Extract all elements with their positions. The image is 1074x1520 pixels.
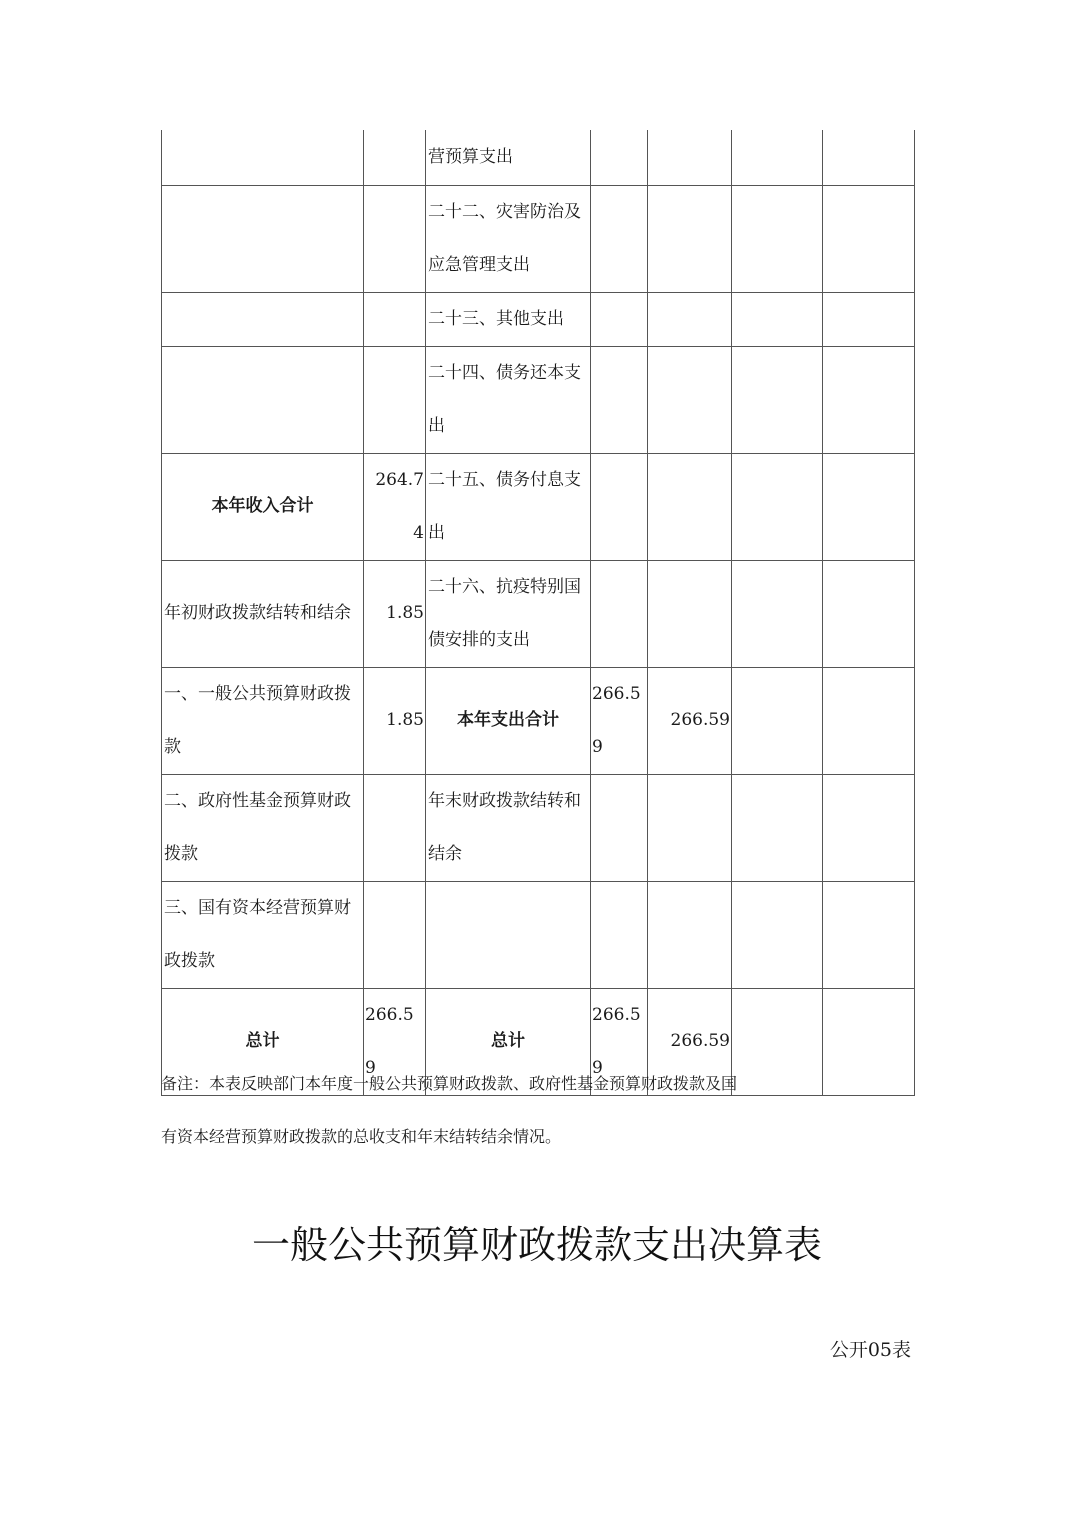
table-row: [162, 560, 915, 667]
amount-cell: [591, 346, 648, 453]
table-row: [162, 346, 915, 453]
expense-item-cell: 年末财政拨款结转和结余: [426, 774, 591, 881]
income-amount-cell: 266.59: [364, 988, 426, 1095]
amount-cell: [648, 774, 732, 881]
note-line-1: 备注：本表反映部门本年度一般公共预算财政拨款、政府性基金预算财政拨款及国: [161, 1074, 738, 1093]
amount-cell: [823, 346, 915, 453]
income-item-cell: 总计: [162, 988, 364, 1095]
amount-cell: [823, 130, 915, 185]
table-row: [162, 881, 915, 988]
income-item-cell: 三、国有资本经营预算财政拨款: [162, 881, 364, 988]
amount-cell: [732, 881, 823, 988]
table-row: [162, 130, 915, 185]
income-item-cell: 二、政府性基金预算财政拨款: [162, 774, 364, 881]
expense-item-cell: 二十二、灾害防治及应急管理支出: [426, 185, 591, 292]
amount-cell: 266.59: [648, 988, 732, 1095]
income-item-cell: [162, 346, 364, 453]
amount-cell: [648, 453, 732, 560]
amount-cell: [823, 667, 915, 774]
amount-cell: [591, 292, 648, 346]
income-item-cell: 本年收入合计: [162, 453, 364, 560]
expense-item-cell: 二十四、债务还本支出: [426, 346, 591, 453]
amount-cell: [732, 453, 823, 560]
income-item-cell: [162, 185, 364, 292]
table-row: [162, 185, 915, 292]
expense-item-cell: 二十六、抗疫特别国债安排的支出: [426, 560, 591, 667]
amount-cell: [591, 774, 648, 881]
amount-cell: 266.59: [591, 667, 648, 774]
table-code: 公开05表: [829, 1339, 911, 1361]
amount-cell: [732, 346, 823, 453]
section-title: 一般公共预算财政拨款支出决算表: [251, 1223, 822, 1267]
amount-cell: [732, 560, 823, 667]
income-amount-cell: 1.85: [364, 667, 426, 774]
income-amount-cell: 264.74: [364, 453, 426, 560]
expense-item-cell: 二十五、债务付息支出: [426, 453, 591, 560]
amount-cell: [732, 185, 823, 292]
amount-cell: [823, 453, 915, 560]
table-row: [162, 667, 915, 774]
income-amount-cell: [364, 774, 426, 881]
amount-cell: [591, 453, 648, 560]
amount-cell: 266.59: [591, 988, 648, 1095]
income-amount-cell: [364, 130, 426, 185]
amount-cell: [823, 774, 915, 881]
amount-cell: [823, 292, 915, 346]
amount-cell: [823, 560, 915, 667]
amount-cell: [648, 346, 732, 453]
table-row: [162, 774, 915, 881]
expense-item-cell: 二十三、其他支出: [426, 292, 591, 346]
amount-cell: [648, 881, 732, 988]
income-amount-cell: [364, 881, 426, 988]
table-row: [162, 292, 915, 346]
expense-item-cell: 总计: [426, 988, 591, 1095]
amount-cell: [648, 292, 732, 346]
budget-table: [161, 130, 915, 1096]
amount-cell: 266.59: [648, 667, 732, 774]
note-line-2: 有资本经营预算财政拨款的总收支和年末结转结余情况。: [161, 1127, 562, 1146]
amount-cell: [591, 881, 648, 988]
amount-cell: [648, 560, 732, 667]
amount-cell: [823, 185, 915, 292]
income-item-cell: 年初财政拨款结转和结余: [162, 560, 364, 667]
amount-cell: [732, 130, 823, 185]
expense-item-cell: 本年支出合计: [426, 667, 591, 774]
amount-cell: [648, 130, 732, 185]
amount-cell: [732, 667, 823, 774]
amount-cell: [823, 881, 915, 988]
amount-cell: [648, 185, 732, 292]
income-amount-cell: 1.85: [364, 560, 426, 667]
income-item-cell: [162, 130, 364, 185]
amount-cell: [591, 560, 648, 667]
income-amount-cell: [364, 346, 426, 453]
expense-item-cell: 营预算支出: [426, 130, 591, 185]
table-row: [162, 453, 915, 560]
amount-cell: [591, 130, 648, 185]
income-item-cell: 一、一般公共预算财政拨款: [162, 667, 364, 774]
amount-cell: [732, 292, 823, 346]
expense-item-cell: [426, 881, 591, 988]
amount-cell: [591, 185, 648, 292]
amount-cell: [732, 774, 823, 881]
income-amount-cell: [364, 292, 426, 346]
income-item-cell: [162, 292, 364, 346]
income-amount-cell: [364, 185, 426, 292]
